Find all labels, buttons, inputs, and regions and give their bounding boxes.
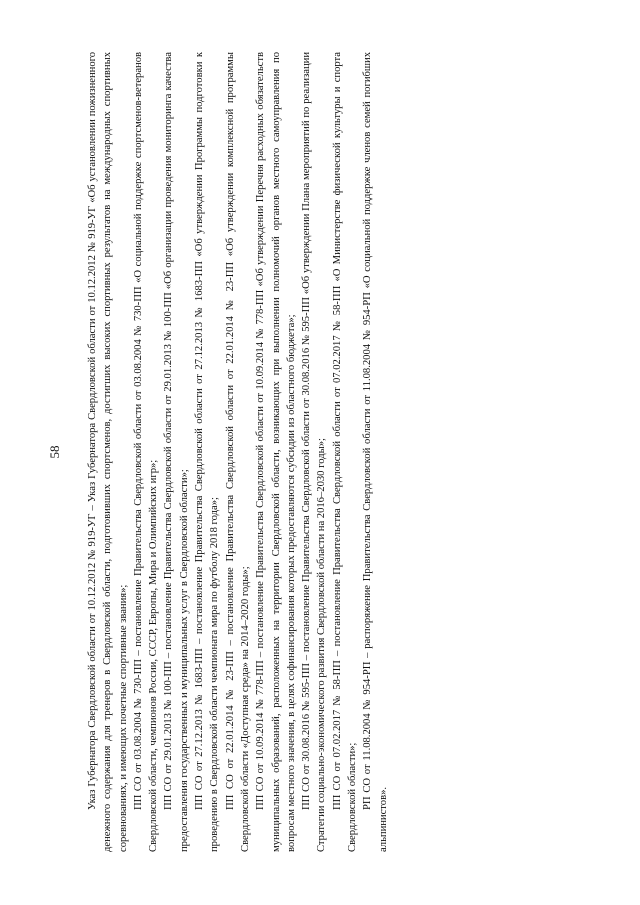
paragraph-rp-954: РП СО от 11.08.2004 № 954-РП – распоряжение Правительства Свердловской области от 11.08.2004 № 954-РП «О социальной поддержке членов семей погибших альпинистов». (362, 52, 389, 852)
paragraph-pp-100: ПП СО от 29.01.2013 № 100-ПП – постановление Правительства Свердловской области от 29.01.2013 № 100-ПП «Об организации проведения мониторинга качества предоставления государственных и муниципальных услуг в Свердловской области»; (163, 52, 190, 852)
paragraph-pp-23: ПП СО от 22.01.2014 № 23-ПП – постановление Правительства Свердловской области от 22.01.2014 № 23-ПП «Об утверждении комплексной программы Свердловской области «Доступная среда» на 2014–2020 годы»; (224, 52, 251, 852)
paragraph-pp-58: ПП СО от 07.02.2017 № 58-ПП – постановление Правительства Свердловской области от 07.02.2017 № 58-ПП «О Министерстве физической культуры и спорта Свердловской области»; (331, 52, 359, 852)
rotated-text-block (47, 52, 395, 852)
paragraph-ukaz-919: Указ Губернатора Свердловской области от 10.12.2012 № 919-УГ – Указ Губернатора Свердловской области от 10.12.2012 № 919-УГ «Об установлении пожизненного денежного содержания для тренеров в Свердловской области, подготовивших спортсменов, достигших высоких спортивных результатов на международных спортивных соревнованиях, и имеющих почетные спортивные звания»; (87, 52, 129, 852)
paragraph-pp-1683: ПП СО от 27.12.2013 № 1683-ПП – постановление Правительства Свердловской области от 27.12.2013 № 1683-ПП «Об утверждении Программы подготовки к проведению в Свердловской области чемпионата мира по футболу 2018 года»; (194, 52, 221, 852)
paragraph-pp-595: ПП СО от 30.08.2016 № 595-ПП – постановление Правительства Свердловской области от 30.08.2016 № 595-ПП «Об утверждении Плана мероприятий по реализации Стратегии социально-экономического развития Свердловской области на 2016–2030 годы»; (301, 52, 328, 852)
page-number: 58 (47, 445, 62, 459)
paragraph-pp-730: ПП СО от 03.08.2004 № 730-ПП – постановление Правительства Свердловской области от 03.08.2004 № 730-ПП «О социальной поддержке спортсменов-ветеранов Свердловской области, чемпионов России, СССР, Европы, Мира и Олимпийских игр»; (132, 52, 160, 852)
paragraph-pp-778: ПП СО от 10.09.2014 № 778-ПП – постановление Правительства Свердловской области от 10.09.2014 № 778-ПП «Об утверждении Перечня расходных обязательств муниципальных образований, расположенных на территории Свердловской области, возникающих при выполнении полномочий органов местного самоуправления по вопросам местного значения, в целях софинансирования которых предоставляются субсидии из областного бюджета»; (255, 52, 297, 852)
